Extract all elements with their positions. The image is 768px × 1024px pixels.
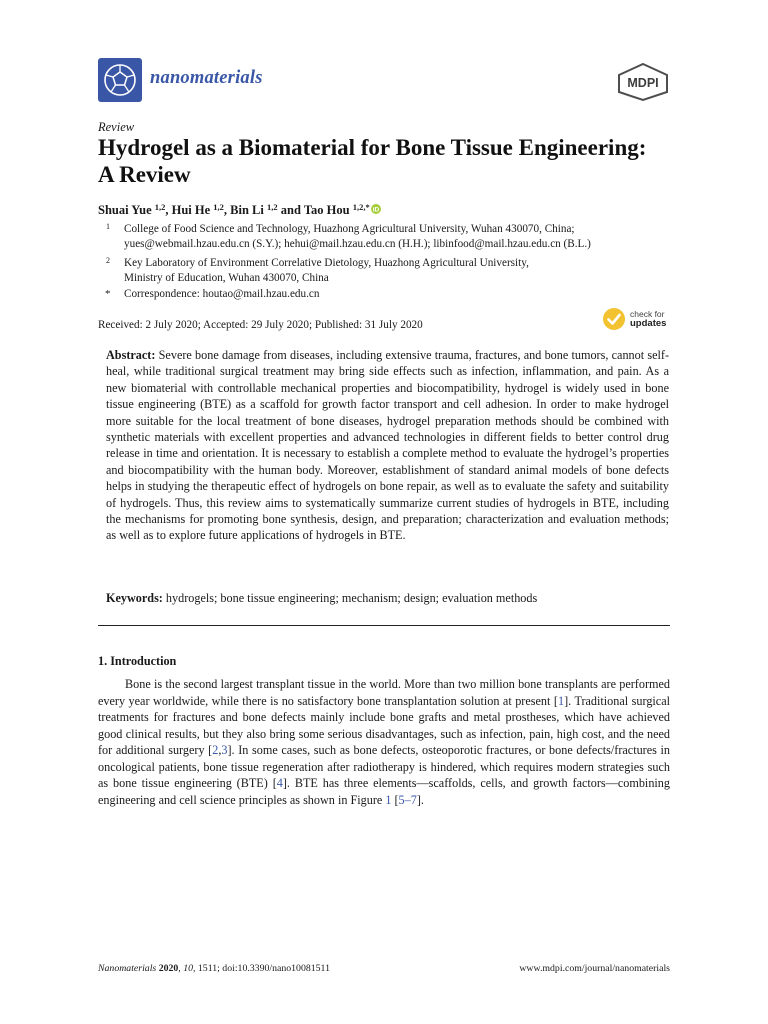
affiliation-number: 1 bbox=[106, 222, 110, 231]
citation-link[interactable]: 2 bbox=[212, 743, 219, 757]
mdpi-logo[interactable] bbox=[616, 62, 670, 102]
keywords bbox=[106, 591, 537, 606]
footer-volume: 10 bbox=[183, 963, 193, 974]
affiliation-line: College of Food Science and Technology, Huazhong Agricultural University, Wuhan 430070, China; bbox=[124, 223, 575, 235]
affiliation-line: Key Laboratory of Environment Correlative Dietology, Huazhong Agricultural University, bbox=[124, 257, 529, 269]
check-updates-line2: updates bbox=[630, 318, 667, 329]
figure-link[interactable]: 1 bbox=[385, 792, 392, 807]
abstract-text: Severe bone damage from diseases, including extensive trauma, fractures, and bone tumors, cannot self-heal, while traditional surgical treatment may bring side effects such as infection, inflammation, and pain. As a new biomaterial with controllable mechanical properties and biocompatibility, hydrogel is widely used in bone tissue engineering (BTE) as a scaffold for growth factor transport and cell adhesion. In order to make hydrogel more suitable for the local treatment of bone diseases, hydrogel preparation methods should be combined with synthetic materials with excellent properties and advanced technologies in different fields to better control drug release in time and orientation. It is necessary to establish a complete method to evaluate the hydrogel’s properties and biocompatibility with the human body. Moreover, establishment of standard animal models of bone defects helps in studying the therapeutic effect of hydrogels on bone repair, as well as to evaluate the safety and suitability of hydrogels. Thus, this review aims to systematically summarize current studies of hydrogels in BTE, including the mechanisms for promoting bone synthesis, design, and preparation; characterization and evaluation methods; as well as to explore future applications of hydrogels in BTE. bbox=[106, 348, 669, 543]
separator: , bbox=[223, 203, 228, 217]
text-run: [ bbox=[391, 792, 399, 807]
text-run: ]. In some cases, such as bone defects, osteoporotic fractures, or bone defects/fractures in oncological patients, bone tissue regeneration after radiotherapy is hindered, which requires modern strategies such as bone tissue engineering (BTE) [ bbox=[98, 743, 670, 790]
text-run: , bbox=[218, 743, 222, 757]
affiliation-number: 2 bbox=[106, 256, 110, 265]
correspondence-mark: * bbox=[105, 288, 111, 300]
author-list bbox=[98, 202, 381, 218]
publisher-label: MDPI bbox=[627, 76, 659, 90]
intro-paragraph bbox=[98, 676, 670, 808]
author-affil: 1,2 bbox=[267, 202, 278, 212]
author-affil: 1,2 bbox=[213, 202, 224, 212]
text-run: ]. bbox=[416, 792, 424, 807]
text-run: ]. Traditional surgical treatments for fractures and bone defects mainly include bone grafts and metal prostheses, which have achieved good clinical results, but they also bring some serious disadvantages, such as infection, pain, high cost, and the need for additional surgery [ bbox=[98, 693, 671, 757]
correspondence bbox=[98, 287, 678, 302]
keywords-text: hydrogels; bone tissue engineering; mechanism; design; evaluation methods bbox=[165, 591, 538, 605]
svg-text:iD: iD bbox=[372, 206, 379, 214]
affiliation-2 bbox=[98, 256, 678, 286]
citation-link[interactable]: 5–7 bbox=[398, 792, 417, 807]
author-name[interactable]: Tao Hou bbox=[303, 203, 350, 217]
citation-footer: Nanomaterials 2020, 10, 1511; doi:10.3390/nano10081511 bbox=[98, 963, 330, 974]
affiliation-line: yues@webmail.hzau.edu.cn (S.Y.); hehui@mail.hzau.edu.cn (H.H.); libinfood@mail.hzau.edu.cn (B.L.) bbox=[124, 238, 591, 250]
fullerene-icon bbox=[98, 58, 142, 102]
check-updates-icon bbox=[602, 307, 626, 331]
correspondence-text: Correspondence: houtao@mail.hzau.edu.cn bbox=[124, 288, 320, 300]
footer-year: 2020 bbox=[158, 963, 179, 974]
author-affil: 1,2,* bbox=[352, 202, 370, 212]
section-heading: 1. Introduction bbox=[98, 654, 177, 668]
separator: and bbox=[280, 203, 301, 217]
affiliation-line: Ministry of Education, Wuhan 430070, China bbox=[124, 272, 329, 284]
journal-url[interactable]: www.mdpi.com/journal/nanomaterials bbox=[519, 963, 670, 974]
keywords-label: Keywords: bbox=[106, 591, 163, 605]
article-title: Hydrogel as a Biomaterial for Bone Tissue Engineering: A Review bbox=[98, 135, 647, 187]
divider bbox=[98, 625, 670, 626]
footer-journal: Nanomaterials bbox=[98, 963, 157, 974]
journal-name[interactable]: nanomaterials bbox=[150, 68, 263, 88]
author-name[interactable]: Shuai Yue bbox=[98, 203, 152, 217]
author-affil: 1,2 bbox=[154, 202, 166, 212]
separator: , bbox=[165, 203, 169, 217]
author-name[interactable]: Bin Li bbox=[230, 203, 264, 217]
citation-link[interactable]: 1 bbox=[557, 693, 565, 708]
check-for-updates-button[interactable] bbox=[602, 307, 682, 333]
affiliation-1 bbox=[98, 222, 678, 252]
abstract bbox=[106, 347, 669, 544]
citation-link[interactable]: 3 bbox=[221, 743, 228, 757]
publication-dates: Received: 2 July 2020; Accepted: 29 July 2020; Published: 31 July 2020 bbox=[98, 319, 423, 331]
text-run: Bone is the second largest transplant tissue in the world. More than two million bone transplants are performed every year worldwide, while there is no satisfactory bone transplantation solution at present [ bbox=[98, 677, 670, 708]
check-updates-line1: check for bbox=[630, 309, 665, 319]
text-run: ]. BTE has three elements—scaffolds, cells, and growth factors—combining engineering and cell science principles as shown in Figure bbox=[98, 776, 670, 807]
article-type: Review bbox=[98, 120, 135, 134]
citation-link[interactable]: 4 bbox=[276, 776, 283, 790]
orcid-icon[interactable] bbox=[371, 204, 381, 214]
footer-doi: , 1511; doi:10.3390/nano10081511 bbox=[193, 963, 330, 974]
author-name[interactable]: Hui He bbox=[171, 203, 211, 217]
abstract-label: Abstract: bbox=[106, 348, 156, 362]
